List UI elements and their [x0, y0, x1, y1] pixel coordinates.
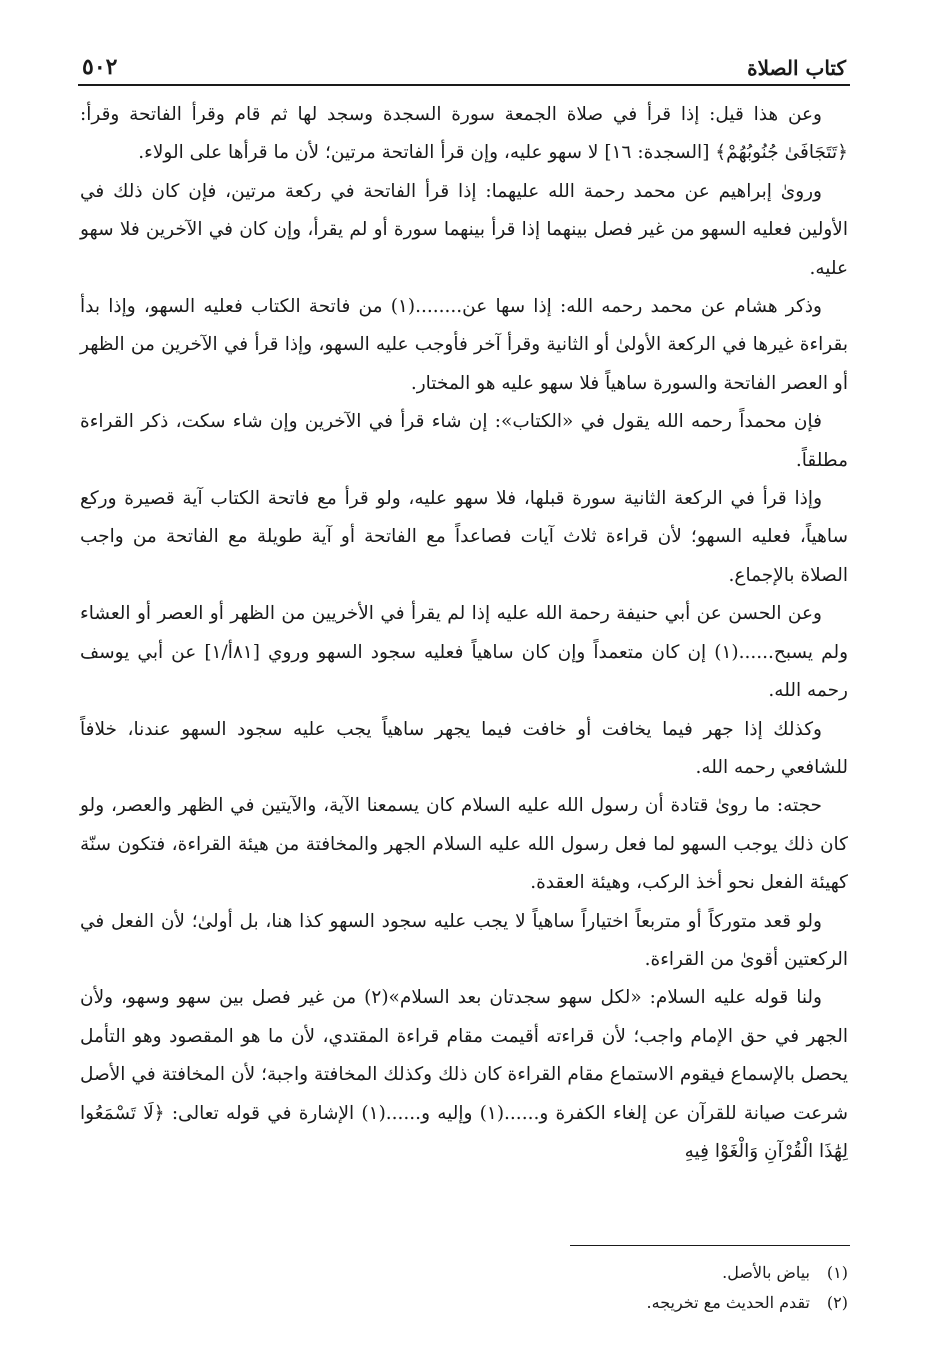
- paragraph: ولو قعد متوركاً أو متربعاً اختياراً ساهياً لا يجب عليه سجود السهو كذا هنا، بل أولىٰ؛ لأن الفعل في الركعتين أقوىٰ من القراءة.: [80, 910, 848, 970]
- page-number: ٥٠٢: [82, 54, 118, 80]
- paragraph: ولنا قوله عليه السلام: «لكل سهو سجدتان بعد السلام»(٢) من غير فصل بين سهو وسهو، ولأن الجهر في حق الإمام واجب؛ لأن قراءته أقيمت مقام قراءة المقتدي، لأن ما هو المقصود وهو التأمل يحصل بالإسماع فيقوم الاستماع مقام القراءة كان ذلك وكذلك المخافتة واجبة؛ لأن المخافتة في الأصل شرعت صيانة للقرآن عن إلغاء الكفرة و......(١) وإليه و......(١) الإشارة في قوله تعالى: ﴿لَا تَسْمَعُوا لِهَٰذَا الْقُرْآنِ وَالْغَوْا فِيهِ: [80, 987, 848, 1162]
- footnote-text: بياض بالأصل.: [722, 1263, 810, 1282]
- paragraph: فإن محمداً رحمه الله يقول في «الكتاب»: إن شاء قرأ في الآخرين وإن شاء سكت، ذكر القراءة مطلقاً.: [80, 411, 848, 471]
- footnote: [88, 1288, 848, 1318]
- footnotes: [88, 1258, 848, 1318]
- paragraph: حجته: ما روىٰ قتادة أن رسول الله عليه السلام كان يسمعنا الآية، والآيتين في الظهر والعصر، ولو كان ذلك يوجب السهو لما فعل رسول الله عليه السلام الجهر والمخافتة من هيئة القراءة، فتكون سنّة كهيئة الفعل نحو أخذ الركب، وهيئة العقدة.: [80, 795, 848, 894]
- footnote-text: تقدم الحديث مع تخريجه.: [646, 1293, 810, 1312]
- footnote-number: (١): [826, 1263, 848, 1282]
- paragraph: وكذلك إذا جهر فيما يخافت أو خافت فيما يجهر ساهياً يجب عليه سجود السهو عندنا، خلافاً للشافعي رحمه الله.: [80, 718, 848, 778]
- footnote-separator: [570, 1245, 850, 1246]
- paragraph: وروىٰ إبراهيم عن محمد رحمة الله عليهما: إذا قرأ الفاتحة في ركعة مرتين، فإن كان ذلك في الأولين فعليه السهو من غير فصل بينهما إذا قرأ بينهما سورة أو لم يقرأ، وإن كان في الآخرين فلا سهو عليه.: [80, 180, 848, 279]
- footnote: [88, 1258, 848, 1288]
- running-header: [78, 40, 850, 86]
- main-text: [78, 96, 850, 1171]
- page: [78, 40, 850, 1171]
- footnote-number: (٢): [826, 1293, 848, 1312]
- chapter-title: كتاب الصلاة: [747, 56, 846, 80]
- paragraph: وإذا قرأ في الركعة الثانية سورة قبلها، فلا سهو عليه، ولو قرأ مع فاتحة الكتاب آية قصيرة وركع ساهياً، فعليه السهو؛ لأن قراءة ثلاث آيات فصاعداً مع الفاتحة أو آية طويلة مع الفاتحة من واجب الصلاة بالإجماع.: [80, 488, 848, 586]
- paragraph: وذكر هشام عن محمد رحمه الله: إذا سها عن........(١) من فاتحة الكتاب فعليه السهو، وإذا بدأ بقراءة غيرها في الركعة الأولىٰ أو الثانية وقرأ آخر فأوجب عليه السهو، وإذا قرأ في الآخرين من الظهر أو العصر الفاتحة والسورة ساهياً فلا سهو عليه هو المختار.: [80, 296, 848, 394]
- paragraph: وعن هذا قيل: إذا قرأ في صلاة الجمعة سورة السجدة وسجد لها ثم قام وقرأ الفاتحة وقرأ: ﴿تَتَجَافَىٰ جُنُوبُهُمْ﴾ [السجدة: ١٦] لا سهو عليه، وإن قرأ الفاتحة مرتين؛ لأن ما قرأها على الولاء.: [80, 104, 848, 164]
- paragraph: وعن الحسن عن أبي حنيفة رحمة الله عليه إذا لم يقرأ في الأخريين من الظهر أو العصر أو العشاء ولم يسبح......(١) إن كان متعمداً وإن كان ساهياً فعليه سجود السهو وروي [٨١أ/١] عن أبي يوسف رحمه الله.: [80, 603, 849, 702]
